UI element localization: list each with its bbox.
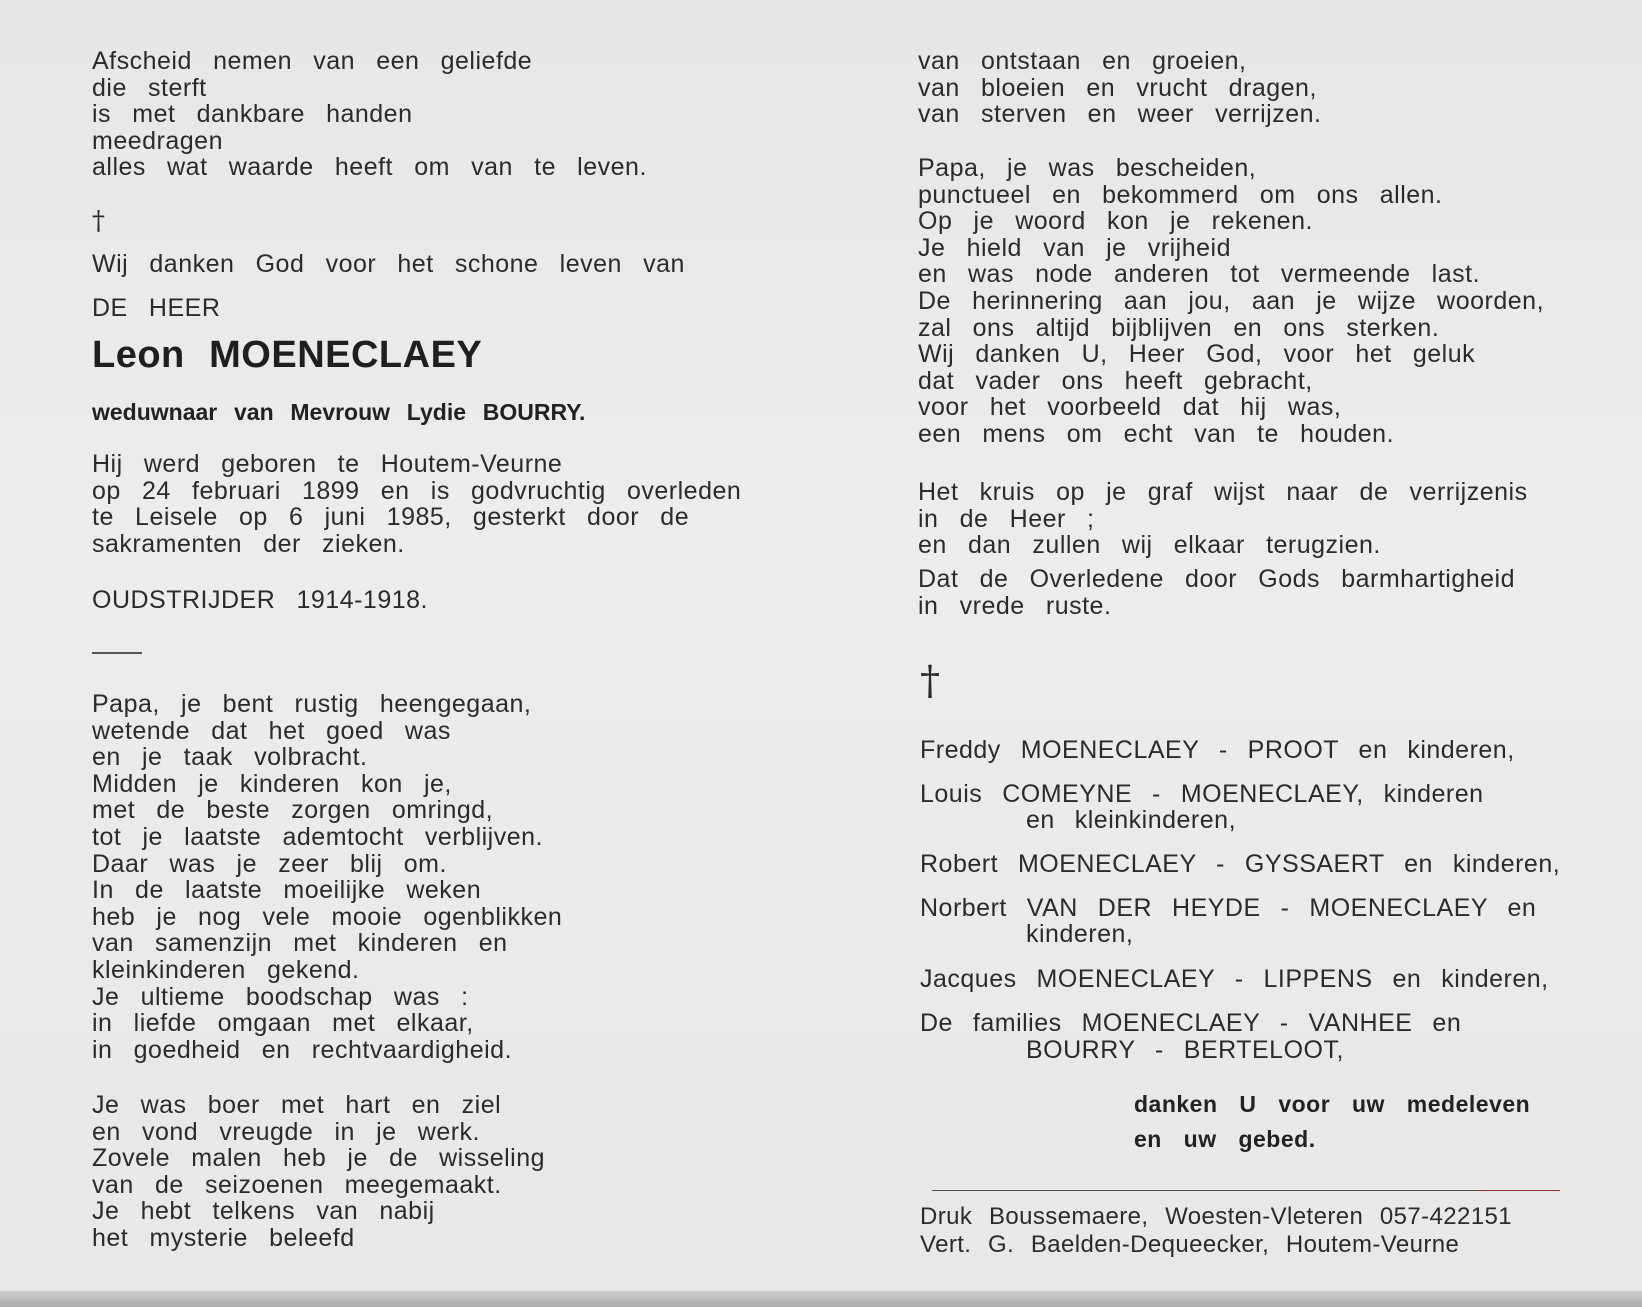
text-line: in goedheid en rechtvaardigheid. [92, 1035, 513, 1064]
poem-second [92, 1092, 545, 1252]
family-freddy: Freddy MOENECLAEY - PROOT en kinderen, [920, 736, 1515, 764]
text-line: Zovele malen heb je de wisseling [92, 1144, 546, 1173]
text-line: wetende dat het goed was [92, 716, 451, 745]
text-line: van de seizoenen meegemaakt. [92, 1170, 502, 1199]
text-line: is met dankbare handen [92, 100, 413, 129]
cross-icon-large: † [920, 658, 940, 704]
text-line: in de Heer ; [918, 504, 1095, 533]
text-line: punctueel en bekommerd om ons allen. [918, 180, 1443, 209]
deceased-name [92, 334, 482, 377]
text-line: heb je nog vele mooie ogenblikken [92, 902, 563, 931]
text-line: alles wat waarde heeft om van te leven. [92, 153, 647, 182]
text-line: het mysterie beleefd [92, 1223, 355, 1252]
text-line: met de beste zorgen omringd, [92, 796, 494, 825]
family-louis-cont: en kleinkinderen, [1026, 806, 1237, 834]
text-line: een mens om echt van te houden. [918, 419, 1395, 448]
text-line: Papa, je was bescheiden, [918, 154, 1257, 182]
text-line: Het kruis op je graf wijst naar de verrijzenis [918, 478, 1528, 506]
poem-fifth [918, 479, 1528, 559]
text-line: Hij werd geboren te Houtem-Veurne [92, 450, 563, 478]
family-norbert-cont: kinderen, [1026, 920, 1134, 948]
distributor-line: Vert. G. Baelden-Dequeecker, Houtem-Veurne [920, 1231, 1460, 1258]
widower-line: weduwnaar van Mevrouw Lydie BOURRY. [92, 399, 586, 425]
family-louis: Louis COMEYNE - MOENECLAEY, kinderen [920, 780, 1484, 808]
poem-third [918, 48, 1321, 128]
text-line: Je ultieme boodschap was : [92, 982, 469, 1011]
thanks-closing-line-2: en uw gebed. [1134, 1126, 1316, 1152]
text-line: In de laatste moeilijke weken [92, 876, 482, 905]
text-line: en was node anderen tot vermeende last. [918, 260, 1481, 289]
text-line: Wij danken U, Heer God, voor het geluk [918, 340, 1476, 369]
salutation: DE HEER [92, 294, 221, 322]
thanks-line: Wij danken God voor het schone leven van [92, 250, 685, 278]
card-bottom-edge [0, 1291, 1642, 1307]
text-line: in vrede ruste. [918, 591, 1112, 620]
text-line: kleinkinderen gekend. [92, 955, 360, 984]
prayer [918, 566, 1515, 619]
biography [92, 451, 741, 557]
short-divider [92, 652, 142, 654]
text-line: Je hebt telkens van nabij [92, 1197, 435, 1226]
text-line: zal ons altijd bijblijven en ons sterken. [918, 313, 1440, 342]
family-jacques: Jacques MOENECLAEY - LIPPENS en kinderen, [920, 965, 1549, 993]
text-line: sakramenten der zieken. [92, 529, 405, 558]
text-line: en dan zullen wij elkaar terugzien. [918, 531, 1381, 560]
text-line: Je hield van je vrijheid [918, 233, 1231, 262]
cross-icon: † [92, 206, 105, 236]
text-line: en je taak volbracht. [92, 743, 368, 772]
text-line: Afscheid nemen van een geliefde [92, 47, 533, 75]
poem-first [92, 691, 562, 1063]
divider-accent [1480, 1190, 1560, 1191]
thanks-closing-line-1: danken U voor uw medeleven [1134, 1091, 1531, 1117]
first-name: Leon [92, 334, 185, 376]
text-line: van ontstaan en groeien, [918, 47, 1247, 75]
poem-fourth [918, 155, 1544, 448]
text-line: en vond vreugde in je werk. [92, 1117, 480, 1146]
printer-line: Druk Boussemaere, Woesten-Vleteren 057-422151 [920, 1203, 1513, 1230]
text-line: Papa, je bent rustig heengegaan, [92, 690, 532, 718]
text-line: Daar was je zeer blij om. [92, 849, 447, 878]
family-norbert: Norbert VAN DER HEYDE - MOENECLAEY en [920, 894, 1537, 922]
text-line: dat vader ons heeft gebracht, [918, 366, 1313, 395]
family-families: De families MOENECLAEY - VANHEE en [920, 1009, 1462, 1037]
veteran-line: OUDSTRIJDER 1914-1918. [92, 586, 428, 614]
family-robert: Robert MOENECLAEY - GYSSAERT en kinderen, [920, 850, 1561, 878]
text-line: De herinnering aan jou, aan je wijze woorden, [918, 286, 1545, 315]
text-line: van sterven en weer verrijzen. [918, 100, 1322, 129]
text-line: van samenzijn met kinderen en [92, 929, 508, 958]
text-line: op 24 februari 1899 en is godvruchtig overleden [92, 476, 742, 505]
text-line: meedragen [92, 126, 223, 155]
text-line: Je was boer met hart en ziel [92, 1091, 502, 1119]
text-line: te Leisele op 6 juni 1985, gesterkt door de [92, 503, 690, 532]
text-line: Midden je kinderen kon je, [92, 769, 452, 798]
text-line: in liefde omgaan met elkaar, [92, 1009, 474, 1038]
text-line: Op je woord kon je rekenen. [918, 207, 1313, 236]
family-families-cont: BOURRY - BERTELOOT, [1026, 1036, 1344, 1064]
text-line: van bloeien en vrucht dragen, [918, 73, 1317, 102]
last-name: MOENECLAEY [209, 334, 483, 376]
text-line: tot je laatste ademtocht verblijven. [92, 822, 543, 851]
footer-divider [932, 1190, 1560, 1191]
text-line: Dat de Overledene door Gods barmhartigheid [918, 565, 1515, 593]
opening-verse [92, 48, 647, 181]
text-line: voor het voorbeeld dat hij was, [918, 393, 1342, 422]
text-line: die sterft [92, 73, 207, 102]
